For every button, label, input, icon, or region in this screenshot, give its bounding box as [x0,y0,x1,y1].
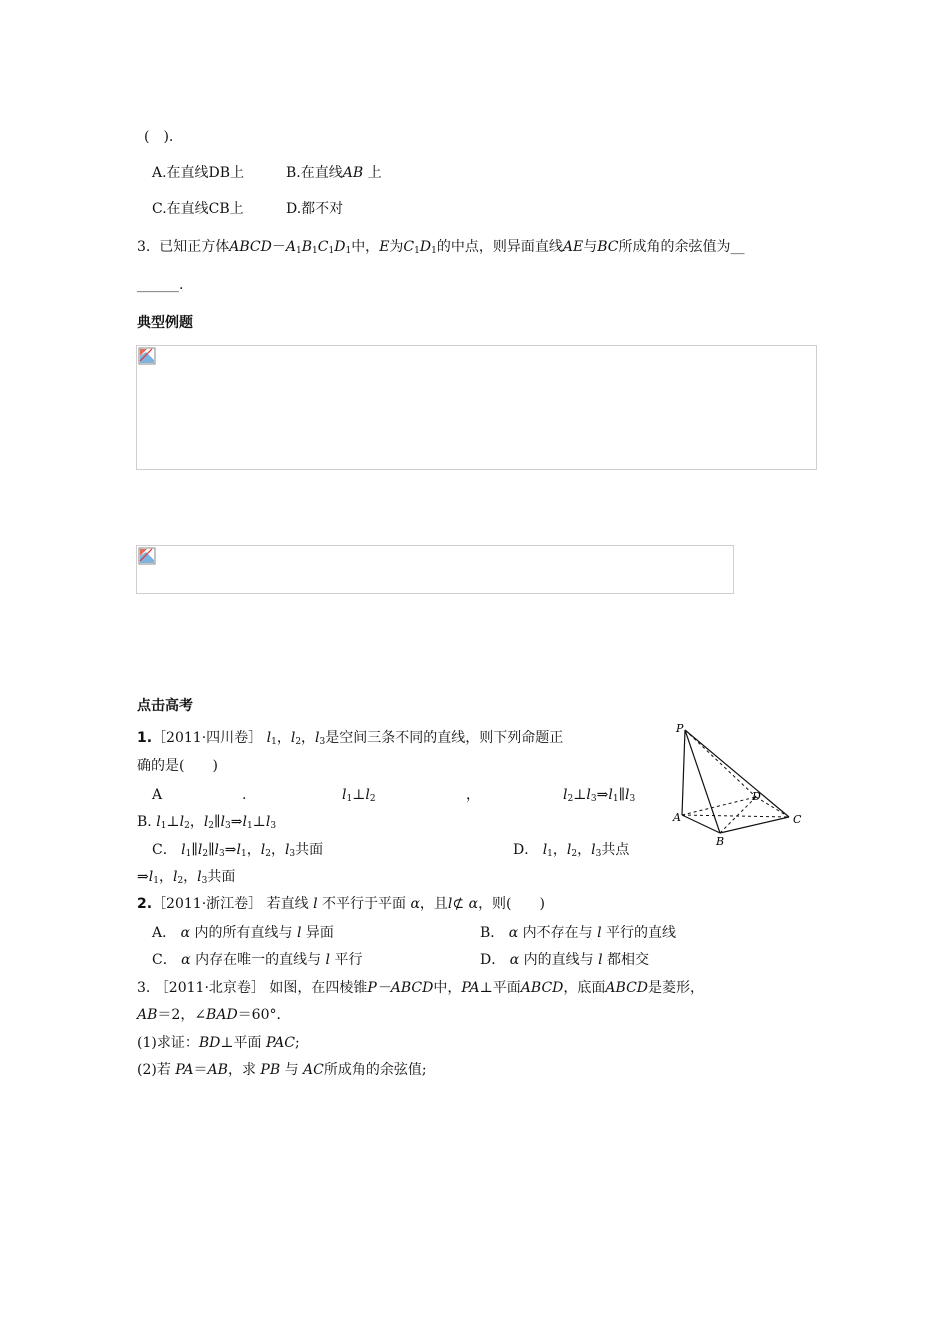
question-3-blank: ______. [137,277,184,293]
section-heading-exam: 点击高考 [137,698,193,714]
p1-option-a-letter: A [152,787,163,803]
diagonal-ac [682,815,789,817]
edge-pb [685,730,720,833]
edge-bc [720,817,789,833]
missing-image-1 [136,345,817,470]
question-3: 3. 已知正方体$ABCD-A_1B_1C_1D_1$中，E为$C_1D_1$的中点，则异面直线AE与BC所成角的余弦值为__ [137,239,745,256]
edge-dc [756,797,789,817]
p1-option-a-comma: ， [466,787,480,803]
option-a: A.在直线DB上 [152,165,245,181]
edge-pd [685,730,756,797]
problem-3-line1: 3. ［2011·北京卷］ 如图，在四棱锥P－ABCD中，PA⊥平面ABCD，底面ABCD是菱形， [137,980,705,996]
p1-option-d: D． $l_1$，$l_2$，$l_3$共点 [513,842,630,859]
problem-1-line2: 确的是( ) [137,758,218,774]
edge-ad [682,797,756,815]
section-heading-examples: 典型例题 [137,315,193,331]
label-p: P [676,722,684,735]
option-d: D.都不对 [286,201,344,217]
broken-image-icon [138,547,156,565]
diagonal-bd [720,797,756,833]
pyramid-figure [672,720,808,850]
problem-3-part2: (2)若 PA＝AB，求 PB 与 AC所成角的余弦值; [137,1062,427,1078]
edge-pa [682,730,685,815]
p1-option-d-cont: $\Rightarrow l_1$，$l_2$，$l_3$共面 [137,869,236,886]
problem-3-part1: (1)求证：BD⊥平面 PAC; [137,1035,300,1051]
p1-option-b: B. $l_1\perp l_2$，$l_2\parallel l_3\Rightarrow l_1\perp l_3$ [137,814,277,831]
option-b: B.在直线AB 上 [286,165,382,181]
problem-1-line1: 1.［2011·四川卷］ $l_1$，$l_2$，$l_3$是空间三条不同的直线，则下列命题正 [137,730,564,747]
option-c: C.在直线CB上 [152,201,244,217]
answer-paren: ( ). [144,129,174,145]
problem-2: 2.［2011·浙江卷］ 若直线 l 不平行于平面 α，且l⊄ α，则( ) [137,896,545,912]
p2-option-a: A． α 内的所有直线与 l 异面 [152,925,334,941]
label-a: A [673,811,681,824]
p1-option-a-conclusion: $l_2\perp l_3\Rightarrow l_1\parallel l_3$ [563,787,636,804]
broken-image-icon [138,347,156,365]
p2-option-c: C． α 内存在唯一的直线与 l 平行 [152,952,363,968]
label-c: C [793,813,802,826]
p1-option-c: C． $l_1\parallel l_2\parallel l_3\Rightarrow l_1$，$l_2$，$l_3$共面 [152,842,324,859]
p2-option-b: B． α 内不存在与 l 平行的直线 [480,925,677,941]
p1-option-a-dot: . [242,787,247,803]
label-d: D [752,790,761,803]
edge-pc [685,730,789,817]
label-b: B [716,835,725,848]
missing-image-2 [136,545,734,594]
p1-option-a-premise: $l_1\perp l_2$ [342,787,376,804]
problem-3-line2: AB＝2，∠BAD＝60°． [137,1007,291,1023]
p2-option-d: D． α 内的直线与 l 都相交 [480,952,649,968]
